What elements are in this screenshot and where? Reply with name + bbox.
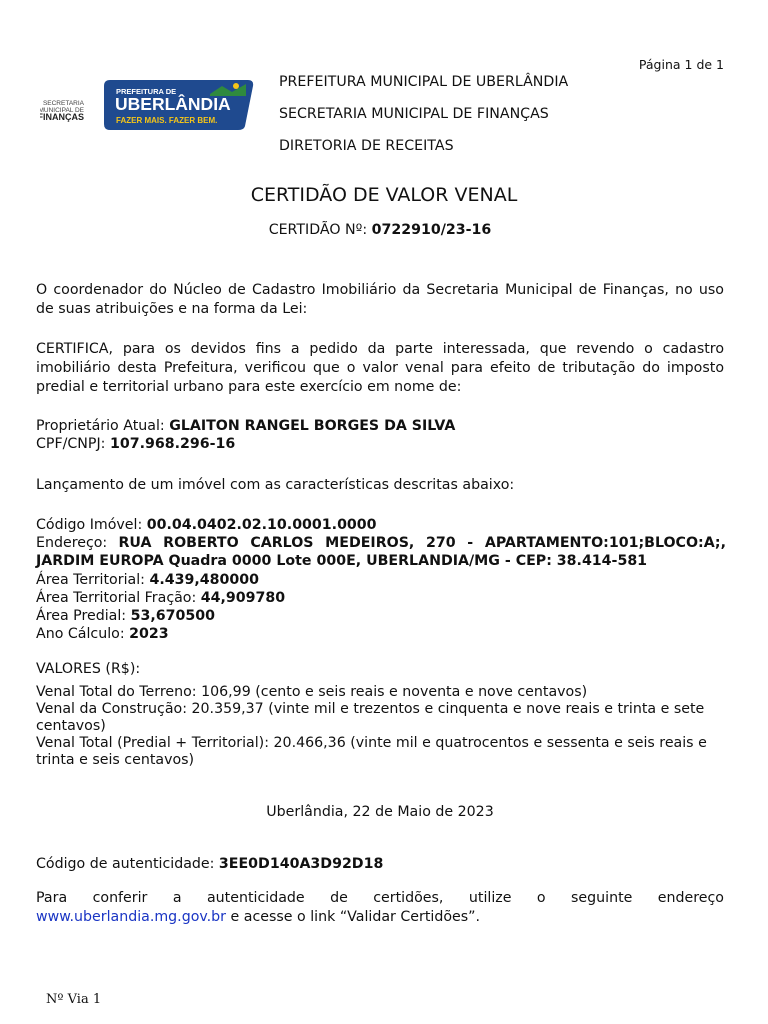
value-total: Venal Total (Predial + Territorial): 20.466,36 (vinte mil e quatrocentos e sessenta e seis reais e trinta e seis centavos) [36, 735, 707, 768]
values-list [36, 684, 726, 769]
logo-left-line-1: SECRETARIA [42, 100, 84, 107]
logo-badge-top: PREFEITURA DE [116, 87, 177, 96]
verify-text-1: Para conferir a autenticidade de certidões, utilize o seguinte endereço [36, 890, 724, 906]
area-territorial-value: 4.439,480000 [149, 571, 259, 588]
property-address-value: RUA ROBERTO CARLOS MEDEIROS, 270 - APARTAMENTO:101;BLOCO:A;, JARDIM EUROPA Quadra 0000 Lote 000E, UBERLANDIA/MG - CEP: 38.414-581 [36, 535, 726, 570]
cert-number-value: 0722910/23-16 [371, 222, 492, 238]
institution-line-2: SECRETARIA MUNICIPAL DE FINANÇAS [279, 106, 549, 122]
place-date: Uberlândia, 22 de Maio de 2023 [266, 804, 494, 820]
owner-value: GLAITON RANGEL BORGES DA SILVA [169, 418, 456, 434]
ano-calculo-line [36, 625, 726, 643]
property-code-label: Código Imóvel: [36, 517, 147, 533]
property-code-line [36, 516, 726, 534]
area-predial-label: Área Predial: [36, 608, 131, 625]
prefeitura-logo [40, 74, 258, 132]
auth-code-label: Código de autenticidade: [36, 856, 219, 872]
verify-link[interactable]: www.uberlandia.mg.gov.br [36, 909, 227, 925]
value-terreno: Venal Total do Terreno: 106,99 (cento e seis reais e noventa e nove centavos) [36, 684, 588, 700]
logo-badge-city: UBERLÂNDIA [115, 94, 231, 114]
logo-left-line-3: FINANÇAS [40, 112, 84, 122]
certificate-number [0, 222, 760, 238]
certifica-paragraph: CERTIFICA, para os devidos fins a pedido da parte interessada, que revendo o cadastro imobiliário desta Prefeitura, verificou que o valor venal para efeito de tributação do imposto predial e territorial urbano para este exercício em nome de: [36, 341, 724, 395]
verify-paragraph [36, 889, 724, 927]
owner-line [36, 417, 726, 435]
cert-number-label: CERTIDÃO Nº: [268, 222, 372, 238]
ano-calculo-value: 2023 [129, 626, 169, 643]
intro-paragraph: O coordenador do Núcleo de Cadastro Imobiliário da Secretaria Municipal de Finanças, no uso de suas atribuições e na forma da Lei: [36, 282, 724, 317]
cpf-label: CPF/CNPJ: [36, 436, 110, 453]
verify-text-2: e acesse o link “Validar Certidões”. [226, 909, 481, 925]
area-territorial-line [36, 571, 726, 589]
document-title: CERTIDÃO DE VALOR VENAL [250, 184, 518, 206]
area-territorial-label: Área Territorial: [36, 571, 150, 588]
launch-text: Lançamento de um imóvel com as características descritas abaixo: [36, 477, 515, 493]
page-indicator: Página 1 de 1 [638, 57, 724, 72]
area-fracao-line [36, 589, 726, 607]
property-address-label: Endereço: [36, 535, 119, 552]
area-predial-value: 53,670500 [130, 608, 215, 625]
logo-badge-slogan: FAZER MAIS. FAZER BEM. [116, 116, 218, 125]
cpf-line [36, 435, 726, 453]
logo-left-line-2: MUNICIPAL DE [40, 107, 84, 114]
area-predial-line [36, 607, 726, 625]
institution-line-1: PREFEITURA MUNICIPAL DE UBERLÂNDIA [279, 74, 569, 90]
area-fracao-label: Área Territorial Fração: [36, 589, 201, 606]
owner-label: Proprietário Atual: [36, 418, 170, 434]
institution-line-3: DIRETORIA DE RECEITAS [279, 138, 454, 154]
cpf-value: 107.968.296-16 [109, 436, 236, 453]
property-code-value: 00.04.0402.02.10.0001.0000 [146, 517, 377, 533]
via-number: Nº Via 1 [46, 992, 102, 1007]
ano-calculo-label: Ano Cálculo: [36, 626, 130, 643]
values-header: VALORES (R$): [36, 661, 141, 677]
area-fracao-value: 44,909780 [200, 589, 286, 606]
property-block [36, 516, 726, 643]
owner-block [36, 417, 726, 453]
auth-code-line [36, 855, 726, 873]
auth-code-value: 3EE0D140A3D92D18 [218, 856, 384, 872]
value-construcao: Venal da Construção: 20.359,37 (vinte mil e trezentos e cinquenta e nove reais e trinta e sete centavos) [36, 701, 705, 734]
property-address-line [36, 534, 726, 570]
